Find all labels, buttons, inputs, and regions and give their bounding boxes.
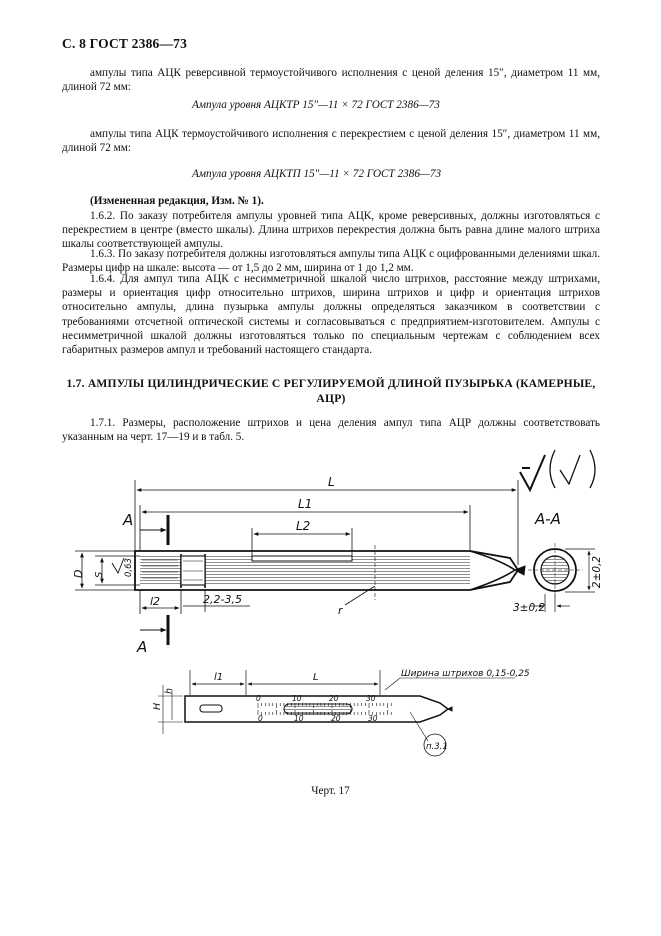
paragraph-1-6-3: 1.6.3. По заказу потребителя должны изготовляться ампулы типа АЦК с оцифрованными делениями шкал. Размеры цифр на шкале: высота — от 1,5 до 2 мм, ширина от 1 до 1,2 мм.	[62, 248, 600, 275]
dim-L2-label: L2	[296, 519, 311, 533]
paragraph-actr-intro: ампулы типа АЦК реверсивной термоустойчивого исполнения с ценой деления 15″, диаметром 11 мм, длиной 72 мм:	[62, 67, 600, 94]
dimension-l2	[140, 590, 181, 614]
paragraph-1-7-1: 1.7.1. Размеры, расположение штрихов и цена деления ампул типа АЦР должны соответствовать указанным на черт. 17—19 и в табл. 5.	[62, 417, 600, 444]
stroke-width-label: Ширина штрихов 0,15-0,25	[401, 669, 530, 679]
figure-caption: Черт. 17	[311, 785, 350, 797]
scale-bottom-20: 20	[331, 714, 341, 723]
roughness-symbol	[520, 450, 595, 490]
dim-r-label: r	[338, 604, 343, 617]
ampule-side-view	[135, 545, 525, 600]
technical-drawing	[0, 440, 661, 780]
scale-top-0: 0	[256, 694, 261, 703]
page-header: С. 8 ГОСТ 2386—73	[62, 36, 188, 51]
formula-actp: Ампула уровня АЦКТП 15″—11 × 72 ГОСТ 2386—73	[192, 168, 442, 180]
scale-bottom-30: 30	[368, 714, 378, 723]
formula-actr: Ампула уровня АЦКТР 15″—11 × 72 ГОСТ 2386—73	[192, 99, 440, 111]
scale-bottom-0: 0	[258, 714, 263, 723]
paragraph-actp-intro: ампулы типа АЦК термоустойчивого исполнения с перекрестием с ценой деления 15″, диаметром 11 мм, длиной 72 мм:	[62, 128, 600, 155]
dim-D-label: D	[72, 569, 85, 578]
section-view-title: A-A	[535, 510, 561, 528]
section-mark-top: A	[123, 511, 134, 529]
scale-bottom-10: 10	[294, 714, 304, 723]
roughness-value: 0,63	[124, 558, 134, 577]
dim-3-label: 3±0,2	[513, 602, 546, 614]
section-title-1-7: 1.7. АМПУЛЫ ЦИЛИНДРИЧЕСКИЕ С РЕГУЛИРУЕМОЙ ДЛИНОЙ ПУЗЫРЬКА (КАМЕРНЫЕ, АЦР)	[66, 377, 596, 405]
roughness-mark-small	[112, 558, 124, 573]
scale-top-10: 10	[292, 694, 302, 703]
dim-2-label: 2±0,2	[591, 555, 603, 589]
revision-note	[62, 194, 600, 208]
scale-h-label: h	[164, 687, 175, 694]
section-mark-bottom: A	[137, 638, 148, 656]
dim-S-label: S	[94, 571, 105, 578]
dim-L-label: L	[328, 475, 335, 489]
scale-L-label: L	[313, 672, 319, 683]
dim-L1-label: L1	[298, 497, 313, 511]
scale-top-20: 20	[329, 694, 339, 703]
scale-H-label: H	[152, 702, 163, 710]
note-label: п.3.1	[426, 742, 448, 752]
revision-text: (Измененная редакция, Изм. № 1).	[90, 195, 264, 207]
scale-top-30: 30	[366, 694, 376, 703]
dim-gap-label: 2,2-3,5	[203, 593, 242, 606]
scale-ampule-view	[158, 670, 515, 756]
paragraph-1-6-2: 1.6.2. По заказу потребителя ампулы уровней типа АЦК, кроме реверсивных, должны изготовляться с перекрестием в центре (вместо шкалы). Длина штрихов перекрестия должна быть равна длине малого штриха шкалы соответствующей ампулы.	[62, 210, 600, 251]
dim-l2-label: l2	[150, 595, 161, 608]
scale-l1-label: l1	[214, 672, 224, 683]
paragraph-1-6-4: 1.6.4. Для ампул типа АЦК с несимметричной шкалой число штрихов, расстояние между штрихами, размеры и ориентация цифр относительно штрихов, ширина штрихов и цифр и ориентация штрихов относительно ампулы, длина пузырька ампулы должны определяться заказчиком в соответствии с требованиями отсчетной оптической системы и согласовываться с предприятием-изготовителем. Ампулы с несимметричной шкалой должны изготовляться только по специальным чертежам с соблюдением всех габаритных размеров ампул и требований настоящего стандарта.	[62, 273, 600, 357]
